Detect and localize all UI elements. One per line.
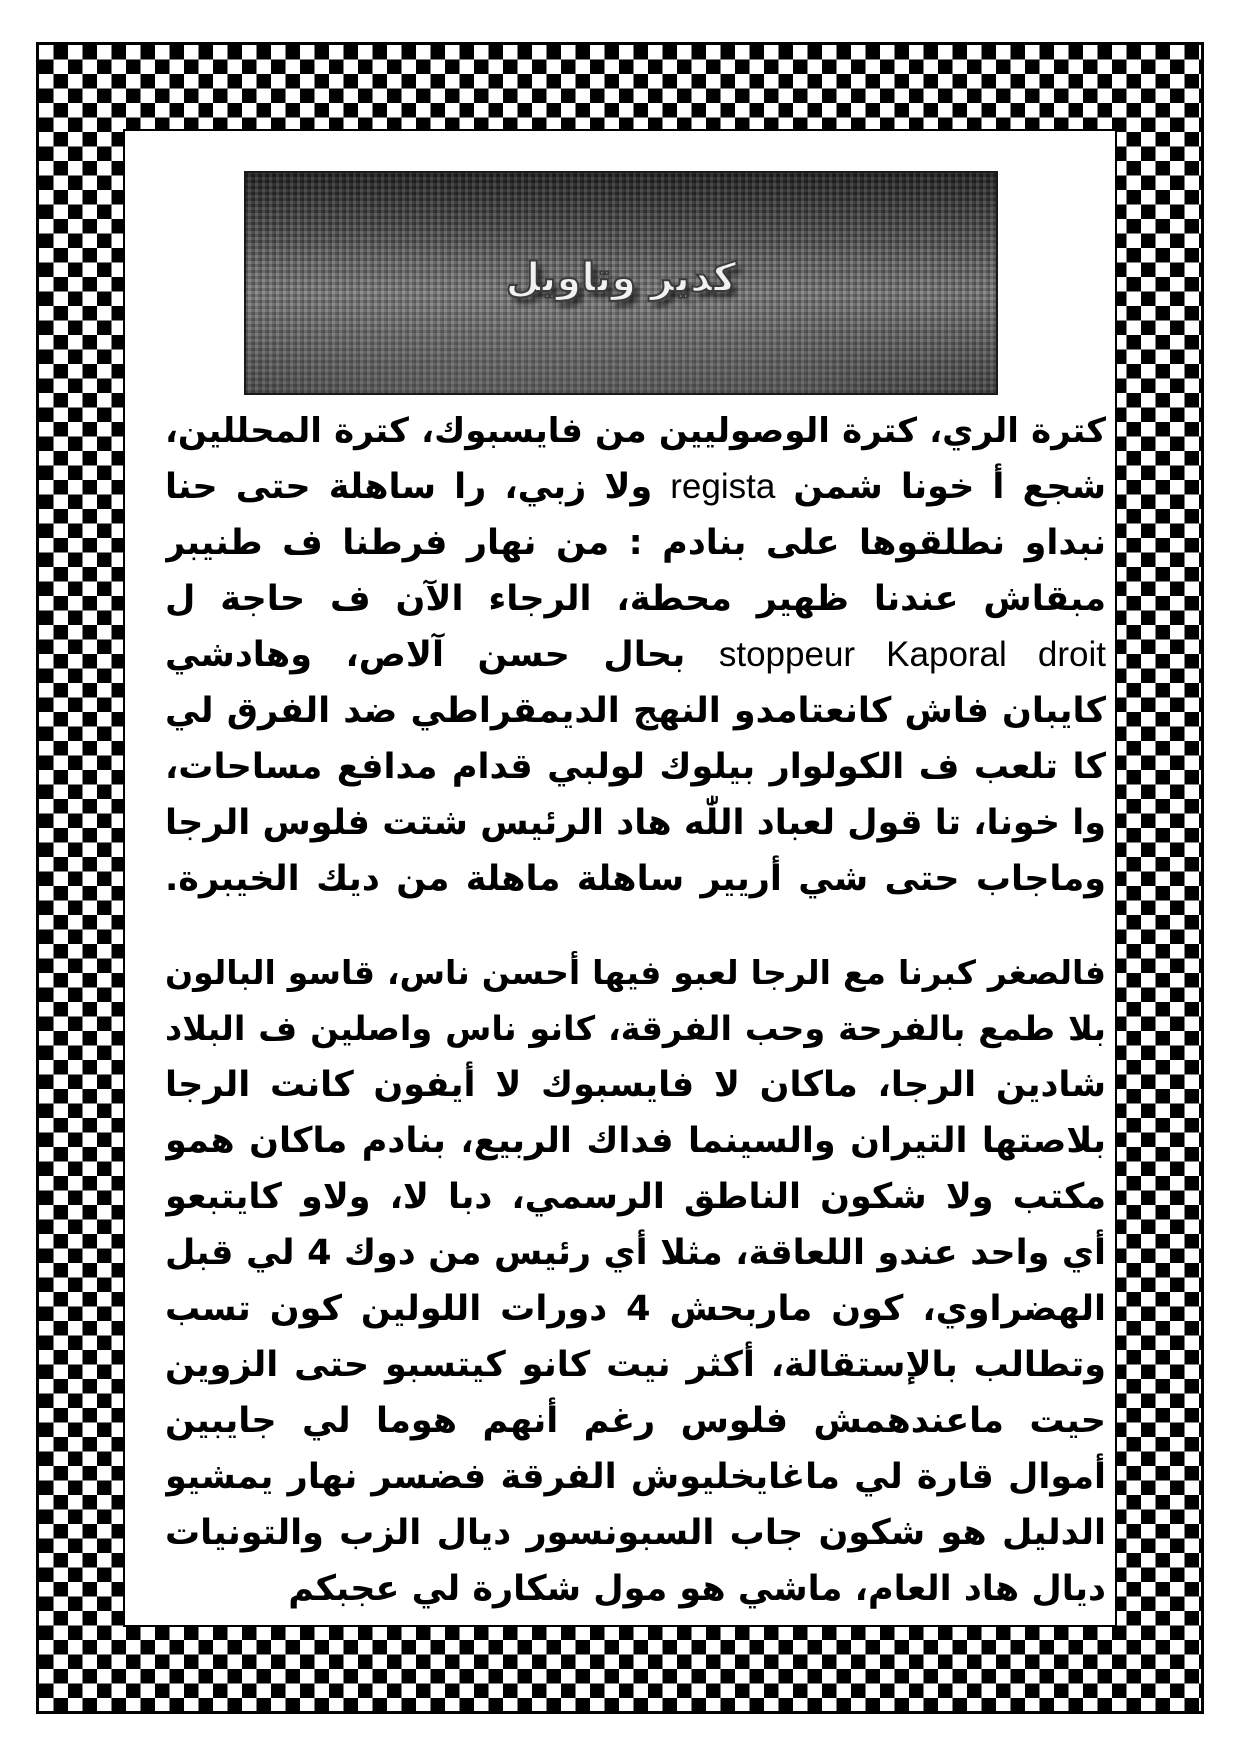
article-line: الهضراوي، كون ماربحش 4 دورات اللولين كون تسب — [165, 1289, 1106, 1329]
article-line: مكتب ولا شكون الناطق الرسمي، دبا لا، ولاو كايتبعو — [165, 1177, 1106, 1217]
article-line: كايبان فاش كانعتامدو النهج الديمقراطي ضد الفرق لي — [165, 691, 1106, 731]
article-line: مبقاش عندنا ظهير محطة، الرجاء الآن ف حاجة ل — [165, 579, 1106, 619]
article-line: وتطالب بالإستقالة، أكثر نيت كانو كيتسبو حتى الزوين — [165, 1345, 1106, 1385]
article-line: شادين الرجا، ماكان لا فايسبوك لا أيفون كانت الرجا — [165, 1065, 1106, 1105]
article-line-segment: ولا زبي، را ساهلة حتى حنا — [165, 467, 671, 507]
article-line-segment: شجع أ خونا شمن — [775, 467, 1106, 507]
banner-lettering: كدير وتاويل — [505, 255, 737, 301]
article-line: حيت ماعندهمش فلوس رغم أنهم هوما لي جايبين — [165, 1401, 1106, 1441]
page-content — [123, 129, 1117, 1627]
header-banner — [244, 171, 998, 395]
article-line: ديال هاد العام، ماشي هو مول شكارة لي عجبكم — [288, 1569, 1106, 1609]
article-line: أموال قارة لي ماغايخليوش الفرقة فضسر نهار يمشيو — [165, 1457, 1106, 1497]
latin-term: stoppeur Kaporal droit — [718, 635, 1106, 674]
article-line: نبداو نطلقوها على بنادم : من نهار فرطنا ف طنيبر — [165, 523, 1106, 563]
article-paragraph — [165, 945, 1106, 1617]
article-line: كا تلعب ف الكولوار بيلوك لولبي قدام مدافع مساحات، — [165, 747, 1106, 787]
article-line: فالصغر كبرنا مع الرجا لعبو فيها أحسن ناس، قاسو البالون — [165, 953, 1106, 992]
article-line: بلا طمع بالفرحة وحب الفرقة، كانو ناس واصلين ف البلاد — [165, 1009, 1106, 1048]
article-line: أي واحد عندو اللعاقة، مثلا أي رئيس من دوك 4 لي قبل — [165, 1233, 1106, 1273]
latin-term: regista — [670, 467, 776, 506]
article-paragraph — [165, 403, 1106, 907]
article-line: كترة الري، كترة الوصوليين من فايسبوك، كترة المحللين، — [165, 411, 1106, 451]
article-line: وا خونا، تا قول لعباد اللّٰه هاد الرئيس شتت فلوس الرجا — [165, 803, 1106, 843]
article-line — [165, 627, 1106, 683]
article-line: وماجاب حتى شي أريير ساهلة ماهلة من ديك الخيبرة. — [165, 859, 1106, 899]
article-line: الدليل هو شكون جاب السبونسور ديال الزب والتونيات — [165, 1513, 1106, 1553]
article-line-segment: بحال حسن آلاص، وهادشي — [165, 635, 719, 675]
article-line — [165, 459, 1106, 515]
article-line: بلاصتها التيران والسينما فداك الربيع، بنادم ماكان همو — [165, 1121, 1106, 1161]
